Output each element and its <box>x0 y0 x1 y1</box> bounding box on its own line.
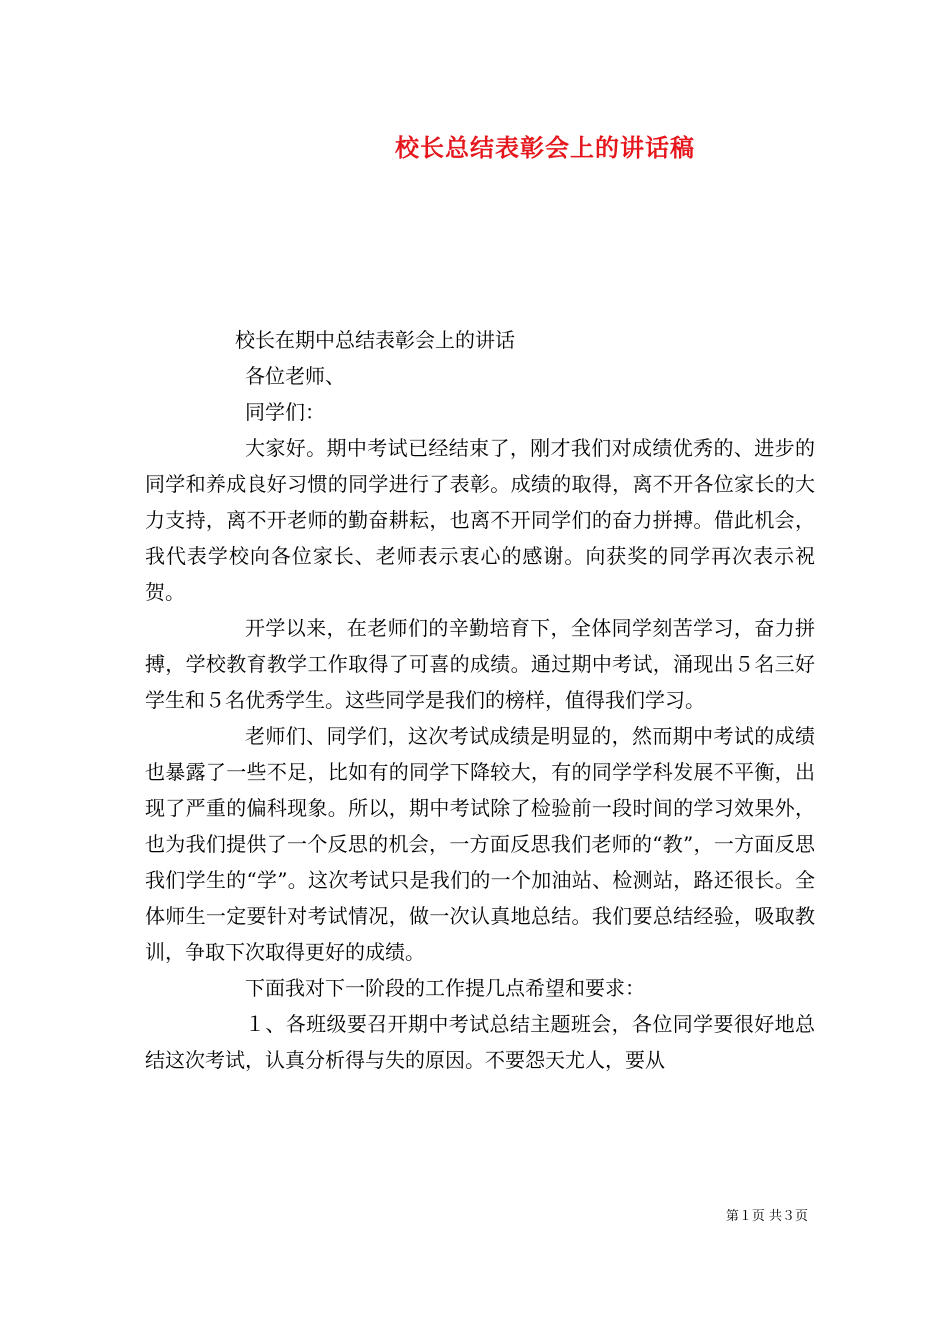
document-body <box>145 322 815 1078</box>
paragraph-1: 大家好。期中考试已经结束了，刚才我们对成绩优秀的、进步的同学和养成良好习惯的同学进行了表彰。成绩的取得，离不开各位家长的大力支持，离不开老师的勤奋耕耘，也离不开同学们的奋力拼搏。借此机会，我代表学校向各位家长、老师表示衷心的感谢。向获奖的同学再次表示祝贺。 <box>145 436 815 604</box>
page-number-footer: 第１页 共３页 <box>725 1209 808 1224</box>
paragraph-2: 开学以来，在老师们的辛勤培育下，全体同学刻苦学习，奋力拼搏，学校教育教学工作取得了可喜的成绩。通过期中考试，涌现出５名三好学生和５名优秀学生。这些同学是我们的榜样，值得我们学习。 <box>145 616 815 712</box>
document-title: 校长总结表彰会上的讲话稿 <box>395 133 695 162</box>
paragraph-3: 老师们、同学们，这次考试成绩是明显的，然而期中考试的成绩也暴露了一些不足，比如有的同学下降较大，有的同学学科发展不平衡，出现了严重的偏科现象。所以，期中考试除了检验前一段时间的学习效果外，也为我们提供了一个反思的机会，一方面反思我们老师的“教”，一方面反思我们学生的“学”。这次考试只是我们的一个加油站、检测站，路还很长。全体师生一定要针对考试情况，做一次认真地总结。我们要总结经验，吸取教训，争取下次取得更好的成绩。 <box>145 724 815 964</box>
salutation-teachers: 各位老师、 <box>245 364 345 388</box>
speech-subtitle: 校长在期中总结表彰会上的讲话 <box>235 328 515 352</box>
salutation-students: 同学们： <box>245 400 325 424</box>
paragraph-4: 下面我对下一阶段的工作提几点希望和要求： <box>245 976 645 1000</box>
paragraph-5: １、各班级要召开期中考试总结主题班会，各位同学要很好地总结这次考试，认真分析得与失的原因。不要怨天尤人，要从 <box>145 1012 815 1072</box>
